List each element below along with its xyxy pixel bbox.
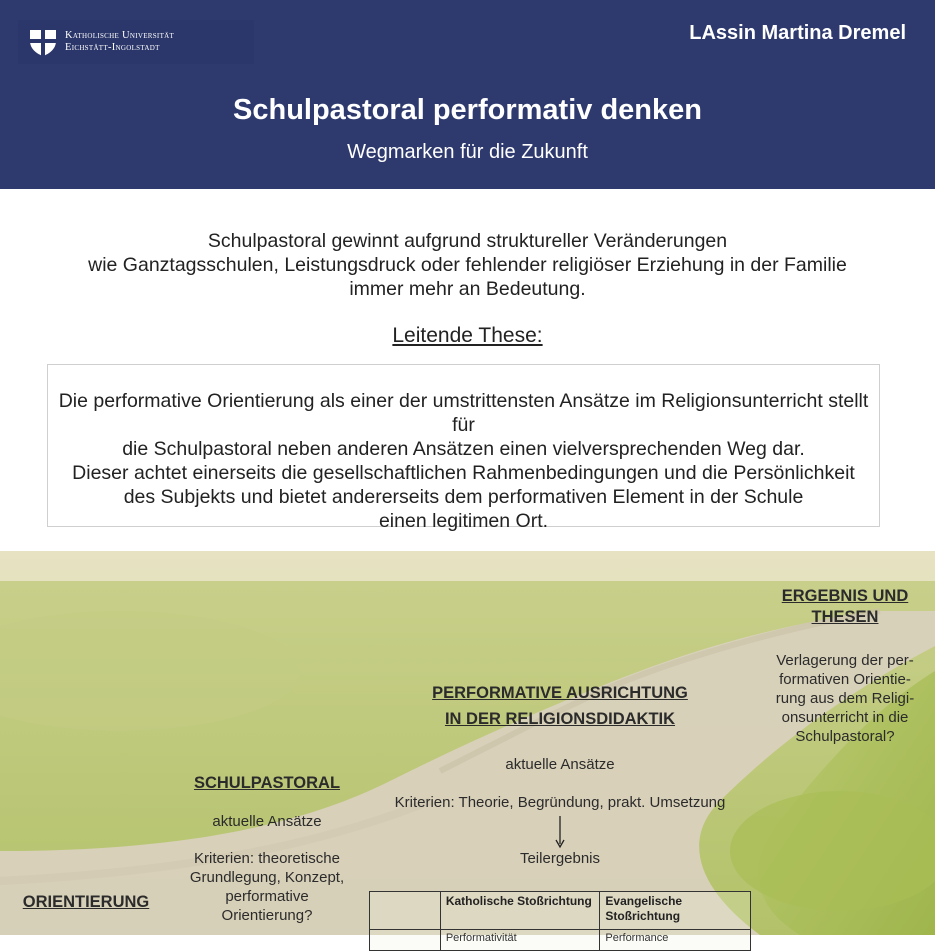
table-column: [370, 892, 441, 950]
schulpastoral-criteria-line: Orientierung?: [221, 907, 313, 924]
schulpastoral-criteria: [167, 849, 367, 925]
university-name-line1: Katholische Universität: [65, 30, 175, 41]
university-name-line2: Eichstätt-Ingolstadt: [65, 42, 160, 53]
table-cell: [370, 930, 440, 934]
thesis-heading: Leitende These:: [392, 324, 543, 347]
schulpastoral-criteria-line: Grundlegung, Konzept,: [189, 869, 345, 886]
thesis-line: einen legitimen Ort.: [378, 510, 549, 532]
page-subtitle: Wegmarken für die Zukunft: [347, 141, 588, 163]
thesis-line: die Schulpastoral neben anderen Ansätzen einen vielversprechenden Weg dar.: [122, 438, 805, 460]
ergebnis-heading: [760, 586, 930, 628]
ergebnis-heading-line: THESEN: [811, 608, 879, 626]
ergebnis-heading-line: ERGEBNIS UND: [781, 587, 909, 605]
table-header-cell: Evangelische Stoßrichtung: [600, 892, 750, 930]
author-name: LAssin Martina Dremel: [689, 22, 906, 44]
table-column: [441, 892, 601, 950]
ergebnis-text-line: Schulpastoral?: [795, 728, 895, 745]
intro-line: wie Ganztagsschulen, Leistungsdruck oder fehlender religiöser Erziehung in der Familie: [88, 254, 847, 276]
stossrichtung-table: [369, 891, 751, 951]
university-logo[interactable]: [18, 20, 254, 64]
thesis-line: Dieser achtet einerseits die gesellschaftlichen Rahmenbedingungen und die Persönlichkeit: [72, 462, 855, 484]
down-arrow-icon: [555, 816, 565, 848]
performative-approaches: aktuelle Ansätze: [505, 756, 615, 773]
intro-text: [0, 229, 935, 301]
schulpastoral-criteria-line: Kriterien: theoretische: [194, 850, 340, 867]
thesis-line: Die performative Orientierung als einer der umstrittensten Ansätze im Religionsunterricht stellt für: [58, 390, 869, 436]
ergebnis-text-line: Verlagerung der per-: [776, 652, 914, 669]
header-banner: [0, 0, 935, 189]
ergebnis-text-line: formativen Orientie-: [779, 671, 911, 688]
ergebnis-text-line: rung aus dem Religi-: [775, 690, 915, 707]
schulpastoral-approaches: aktuelle Ansätze: [212, 813, 322, 830]
page-title: Schulpastoral performativ denken: [233, 94, 702, 126]
ergebnis-text: [760, 651, 930, 746]
orientierung-heading: ORIENTIERUNG: [22, 893, 150, 911]
intro-line: immer mehr an Bedeutung.: [349, 278, 586, 300]
thesis-box: [47, 364, 880, 532]
university-crest-icon: [28, 27, 58, 57]
performative-result: Teilergebnis: [519, 850, 601, 867]
university-name: [65, 30, 174, 54]
performative-heading-line: PERFORMATIVE AUSRICHTUNG: [432, 684, 688, 702]
intro-line: Schulpastoral gewinnt aufgrund struktureller Veränderungen: [207, 230, 728, 252]
path-illustration: [0, 551, 935, 944]
ergebnis-text-line: onsunterricht in die: [781, 709, 909, 726]
performative-criteria: Kriterien: Theorie, Begründung, prakt. Umsetzung: [394, 794, 726, 811]
schulpastoral-criteria-line: performative: [225, 888, 309, 905]
thesis-line: des Subjekts und bietet andererseits dem performativen Element in der Schule: [123, 486, 804, 508]
table-column: [600, 892, 750, 950]
table-header-cell: [370, 892, 440, 930]
table-cell: Performativität: [445, 932, 517, 944]
table-cell: Performance: [605, 932, 669, 944]
schulpastoral-heading: SCHULPASTORAL: [193, 774, 341, 792]
table-header-cell: Katholische Stoßrichtung: [441, 892, 600, 930]
performative-heading: [395, 680, 725, 732]
performative-heading-line: IN DER RELIGIONSDIDAKTIK: [444, 710, 676, 728]
